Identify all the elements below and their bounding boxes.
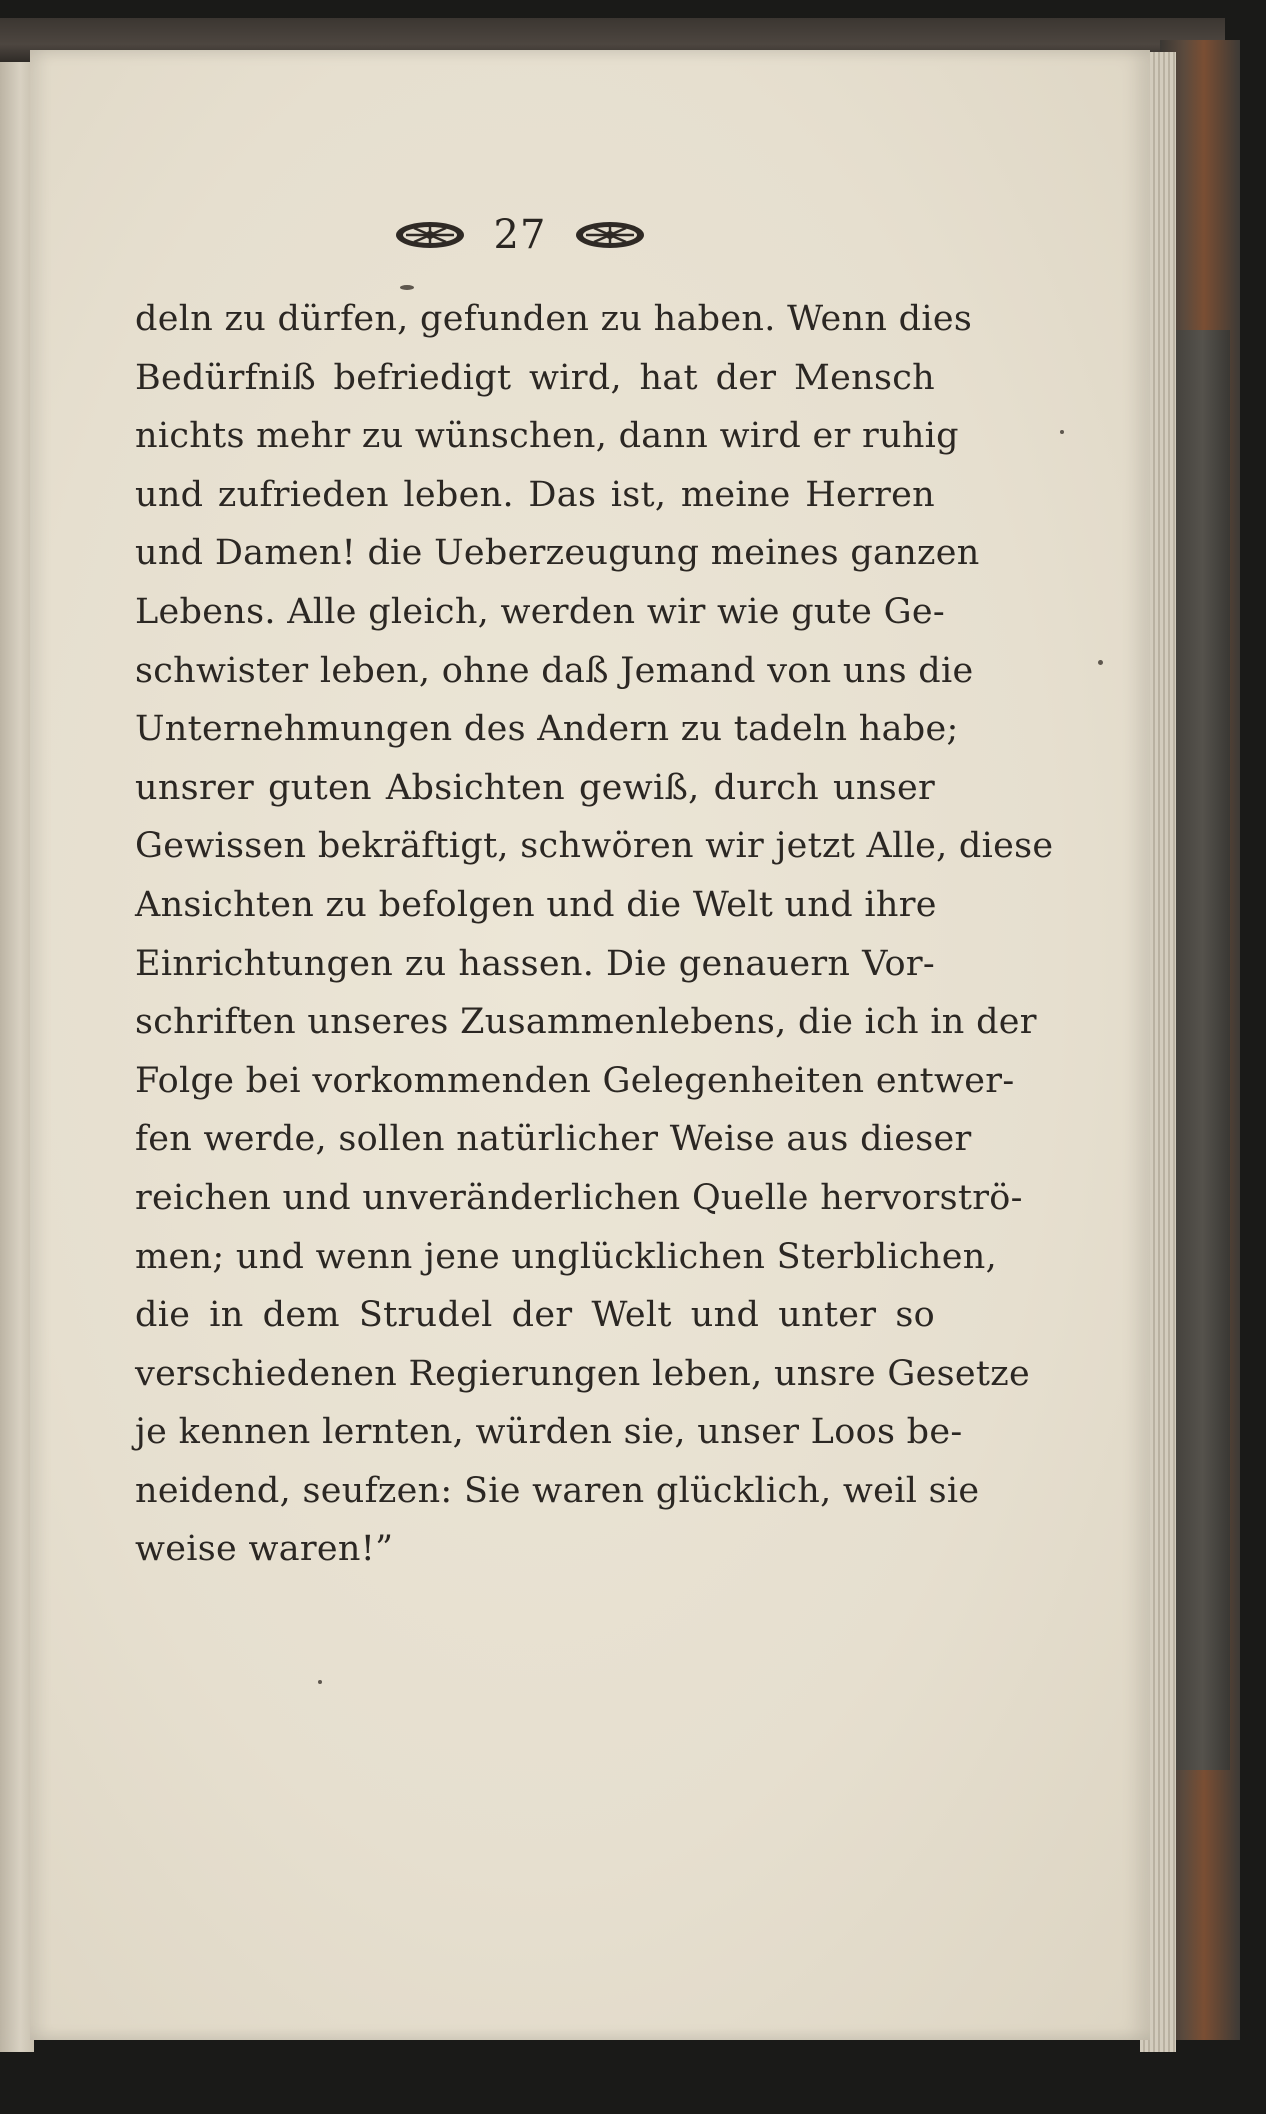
text-line: verschiedenen Regierungen leben, unsre Gesetze <box>135 1353 1031 1394</box>
text-line: weise waren!” <box>135 1529 394 1570</box>
facing-page-edge <box>0 62 34 2052</box>
text-line: Folge bei vorkommenden Gelegenheiten entwer- <box>135 1060 1015 1101</box>
text-line: unsrer guten Absichten gewiß, durch unser <box>135 767 935 808</box>
rosette-ornament-icon <box>574 218 646 252</box>
text-line: Einrichtungen zu hassen. Die genauern Vor- <box>135 943 935 984</box>
paper-speck <box>1060 430 1064 434</box>
paper-speck <box>1098 660 1103 665</box>
text-line: nichts mehr zu wünschen, dann wird er ruhig <box>135 416 959 457</box>
paper-speck <box>400 285 414 290</box>
text-line: je kennen lernten, würden sie, unser Loos be- <box>135 1412 963 1453</box>
book-cover-spine-strip <box>1175 330 1230 1770</box>
text-line: schwister leben, ohne daß Jemand von uns die <box>135 650 974 691</box>
text-line: und Damen! die Ueberzeugung meines ganzen <box>135 533 980 574</box>
text-line: reichen und unveränderlichen Quelle hervorströ- <box>135 1177 1023 1218</box>
text-line: schriften unseres Zusammenlebens, die ich in der <box>135 1002 1037 1043</box>
text-line: Ansichten zu befolgen und die Welt und ihre <box>135 884 937 925</box>
rosette-ornament-icon <box>394 218 466 252</box>
text-line: die in dem Strudel der Welt und unter so <box>135 1295 935 1336</box>
text-line: Lebens. Alle gleich, werden wir wie gute Ge- <box>135 591 945 632</box>
text-line: Unternehmungen des Andern zu tadeln habe; <box>135 709 959 750</box>
text-line: Bedürfniß befriedigt wird, hat der Mensch <box>135 357 935 398</box>
body-text <box>135 290 1054 1579</box>
text-line: und zufrieden leben. Das ist, meine Herren <box>135 474 935 515</box>
page-header <box>370 205 670 265</box>
page-number: 27 <box>493 212 547 258</box>
text-line: neidend, seufzen: Sie waren glücklich, weil sie <box>135 1470 980 1511</box>
text-line: deln zu dürfen, gefunden zu haben. Wenn dies <box>135 299 973 339</box>
paper-speck <box>318 1680 322 1684</box>
text-line: men; und wenn jene unglücklichen Sterblichen, <box>135 1236 998 1277</box>
text-line: Gewissen bekräftigt, schwören wir jetzt Alle, diese <box>135 826 1054 867</box>
text-line: fen werde, sollen natürlicher Weise aus dieser <box>135 1119 972 1160</box>
